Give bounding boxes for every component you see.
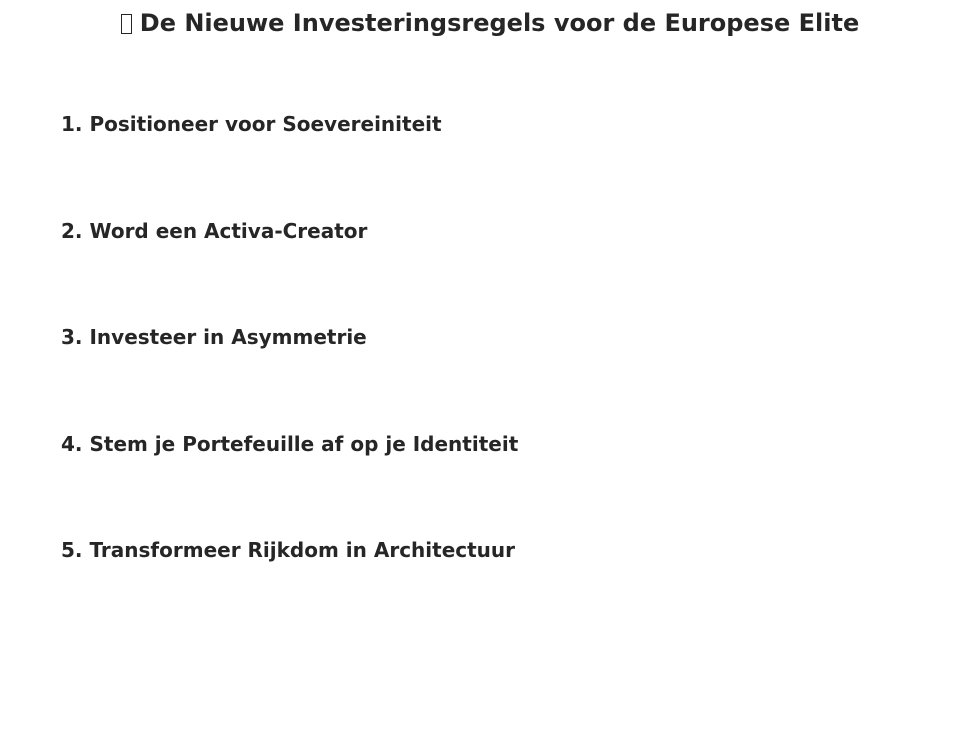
page-title-text: De Nieuwe Investeringsregels voor de Europese Elite <box>139 9 860 37</box>
rule-item-3: 3. Investeer in Asymmetrie <box>61 325 367 349</box>
rule-item-2: 2. Word een Activa-Creator <box>61 219 368 243</box>
missing-glyph-icon <box>121 14 132 34</box>
page-title <box>0 7 980 39</box>
rule-item-5: 5. Transformeer Rijkdom in Architectuur <box>61 538 516 562</box>
rule-item-1: 1. Positioneer voor Soevereiniteit <box>61 112 442 136</box>
rule-item-4: 4. Stem je Portefeuille af op je Identiteit <box>61 432 519 456</box>
